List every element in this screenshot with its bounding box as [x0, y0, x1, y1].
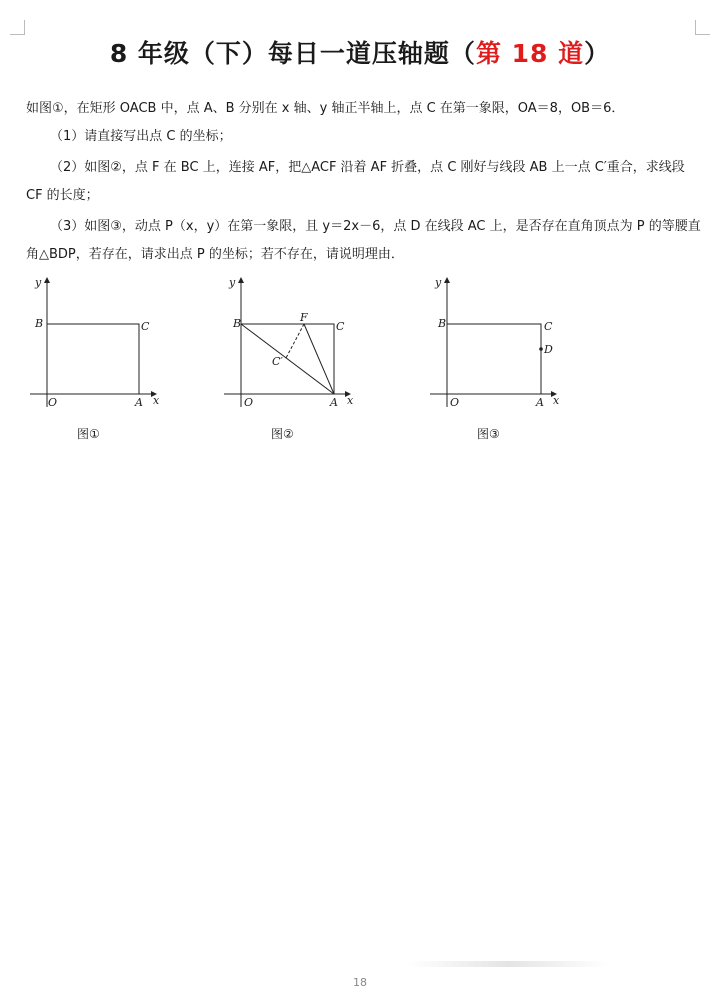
label-y: y	[435, 276, 442, 289]
segment-af	[304, 324, 334, 394]
figure-2	[224, 272, 364, 412]
label-y: y	[35, 276, 42, 289]
label-c-prime: C′	[272, 355, 283, 368]
label-x: x	[153, 394, 160, 407]
label-o: O	[48, 396, 58, 409]
label-b: B	[233, 317, 242, 330]
segment-fc-prime	[286, 324, 304, 358]
point-d	[539, 347, 543, 351]
label-x: x	[347, 394, 354, 407]
figure-2-caption: 图②	[271, 427, 294, 441]
segment-ab	[241, 324, 334, 394]
question-2: （2）如图②，点 F 在 BC 上，连接 AF，把△ACF 沿着 AF 折叠，点 C 刚好与线段 AB 上一点 C′重合，求线段 CF 的长度；	[26, 160, 685, 203]
title-close: ）	[584, 39, 611, 68]
figure-1	[30, 272, 170, 412]
label-a: A	[135, 396, 143, 409]
question-3: （3）如图③，动点 P（x，y）在第一象限，且 y＝2x－6，点 D 在线段 AC 上，是否存在直角顶点为 P 的等腰直角△BDP，若存在，请求出点 P 的坐标；若不存在，请说明理由．	[26, 219, 701, 262]
label-x: x	[553, 394, 560, 407]
label-c: C	[141, 320, 150, 333]
scan-smudge	[408, 961, 608, 967]
question-1: （1）请直接写出点 C 的坐标；	[50, 129, 232, 144]
problem-intro: 如图①，在矩形 OACB 中，点 A、B 分别在 x 轴、y 轴正半轴上，点 C 在第一象限，OA＝8，OB＝6．	[26, 101, 625, 116]
rectangle-oacb	[47, 324, 139, 394]
segments-bc-ca	[447, 324, 541, 394]
label-b: B	[438, 317, 447, 330]
figure-3	[430, 272, 570, 412]
label-c: C	[336, 320, 345, 333]
figure-3-caption: 图③	[477, 427, 500, 441]
label-b: B	[35, 317, 44, 330]
page-number: 18	[353, 976, 367, 989]
label-o: O	[244, 396, 254, 409]
label-d: D	[544, 343, 553, 356]
label-a: A	[330, 396, 338, 409]
title-problem-number: 第 18 道	[475, 39, 585, 68]
crop-mark-top-right	[695, 20, 710, 35]
label-c: C	[544, 320, 553, 333]
page-title	[0, 34, 720, 70]
label-y: y	[229, 276, 236, 289]
label-f: F	[300, 311, 308, 324]
crop-mark-top-left	[10, 20, 25, 35]
label-a: A	[536, 396, 544, 409]
figure-1-caption: 图①	[77, 427, 100, 441]
title-main: 8 年级（下）每日一道压轴题（	[109, 39, 476, 68]
label-o: O	[450, 396, 460, 409]
